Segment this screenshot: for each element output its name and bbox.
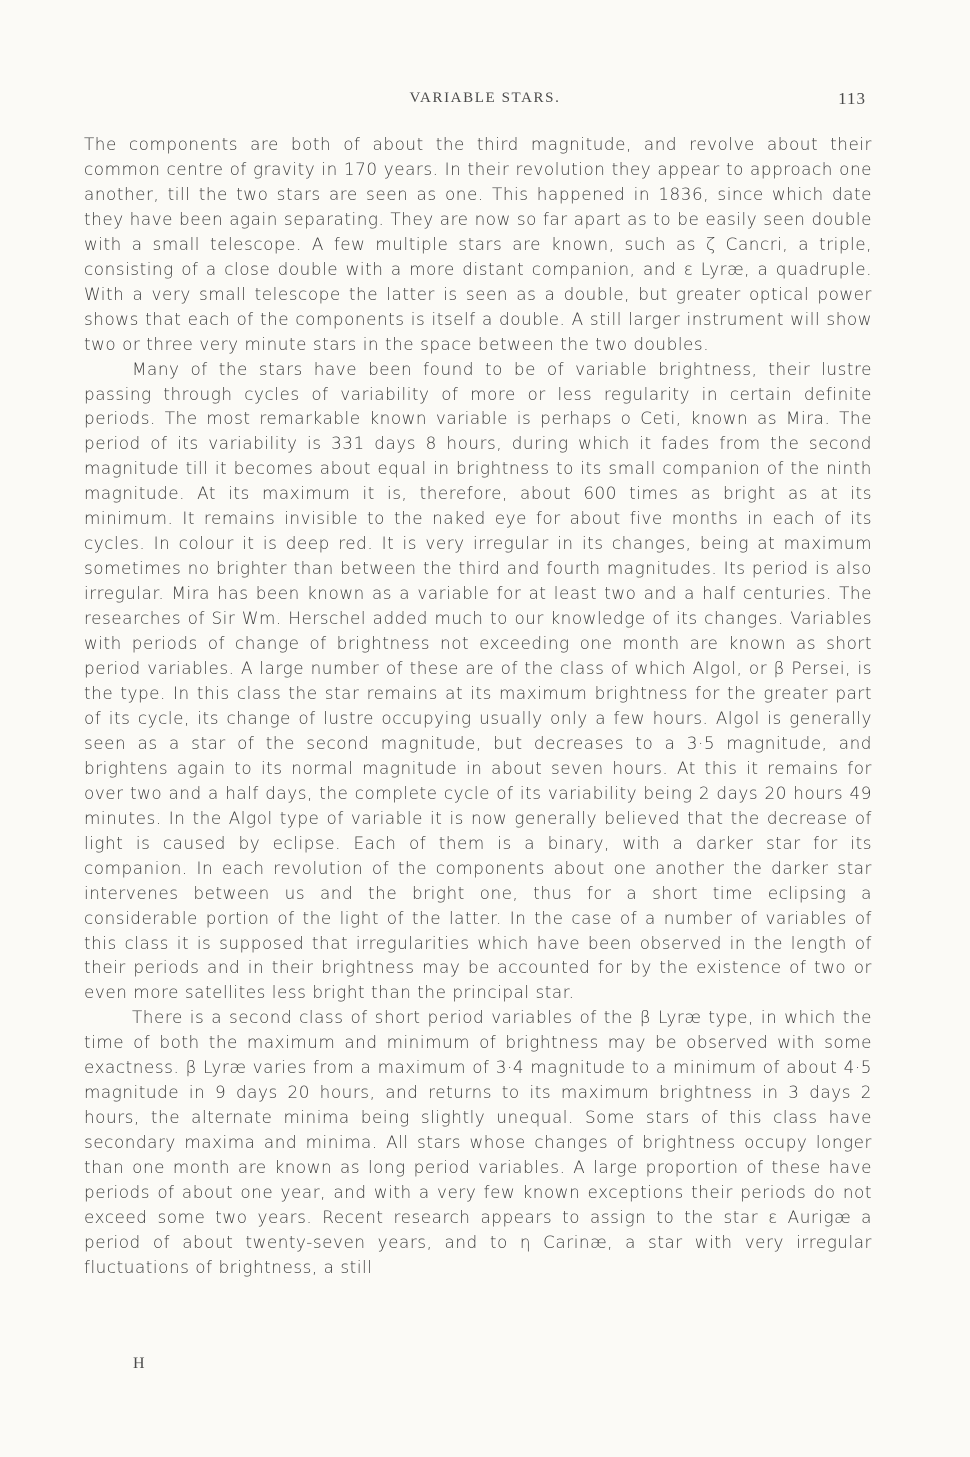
page-number: 113 <box>838 89 866 108</box>
paragraph-continuation: The components are both of about the third magnitude, and revolve about their common centre of gravity in 170 years. In their revolution they appear to approach one another, till the two stars are seen as one. This happened in 1836, since which date they have been again separating. They are now so far apart as to be easily seen double with a small telescope. A few multiple stars are known, such as ζ Cancri, a triple, consisting of a close double with a more distant companion, and ε Lyræ, a quadruple. With a very small telescope the latter is seen as a double, but greater optical power shows that each of the components is itself a double. A still larger instrument will show two or three very minute stars in the space between the two doubles. <box>84 134 872 354</box>
paragraph-beta-lyrae-type: There is a second class of short period variables of the β Lyræ type, in which the time of both the maximum and minimum of brightness may be observed with some exactness. β Lyræ varies from a maximum of 3·4 magnitude to a minimum of about 4·5 magnitude in 9 days 20 hours, and returns to its maximum brightness in 3 days 2 hours, the alternate minima being slightly unequal. Some stars of this class have secondary maxima and minima. All stars whose changes of brightness occupy longer than one month are known as long period variables. A large proportion of these have periods of about one year, and with a very few known exceptions their periods do not exceed some two years. Recent research appears to assign to the star ε Aurigæ a period of about twenty-seven years, and to η Carinæ, a star with very irregular fluctuations of brightness, a still <box>84 1007 872 1277</box>
running-title: VARIABLE STARS. <box>409 90 561 106</box>
body-text <box>84 132 872 1280</box>
paragraph-variable-stars: Many of the stars have been found to be of variable brightness, their lustre passing through cycles of variability of more or less regularity in certain definite periods. The most remarkable known variable is perhaps o Ceti, known as Mira. The period of its variability is 331 days 8 hours, during which it fades from the second magnitude till it becomes about equal in brightness to its small companion of the ninth magnitude. At its maximum it is, therefore, about 600 times as bright as at its minimum. It remains invisible to the naked eye for about five months in each of its cycles. In colour it is deep red. It is very irregular in its changes, being at maximum sometimes no brighter than between the third and fourth magnitudes. Its period is also irregular. Mira has been known as a variable for at least two and a half centuries. The researches of Sir Wm. Herschel added much to our knowledge of its changes. Variables with periods of change of brightness not exceeding one month are known as short period variables. A large number of these are of the class of which Algol, or β Persei, is the type. In this class the star remains at its maximum brightness for the greater part of its cycle, its change of lustre occupying usually only a few hours. Algol is generally seen as a star of the second magnitude, but decreases to a 3·5 magnitude, and brightens again to its normal magnitude in about seven hours. At this it remains for over two and a half days, the complete cycle of its variability being 2 days 20 hours 49 minutes. In the Algol type of variable it is now generally believed that the decrease of light is caused by eclipse. Each of them is a binary, with a darker star for its companion. In each revolution of the components about one another the darker star intervenes between us and the bright one, thus for a short time eclipsing a considerable portion of the light of the latter. In the case of a number of variables of this class it is supposed that irregularities which have been observed in the length of their periods and in their brightness may be accounted for by the existence of two or even more satellites less bright than the principal star. <box>84 358 872 1003</box>
signature-mark: H <box>133 1355 146 1372</box>
running-head <box>0 90 970 112</box>
